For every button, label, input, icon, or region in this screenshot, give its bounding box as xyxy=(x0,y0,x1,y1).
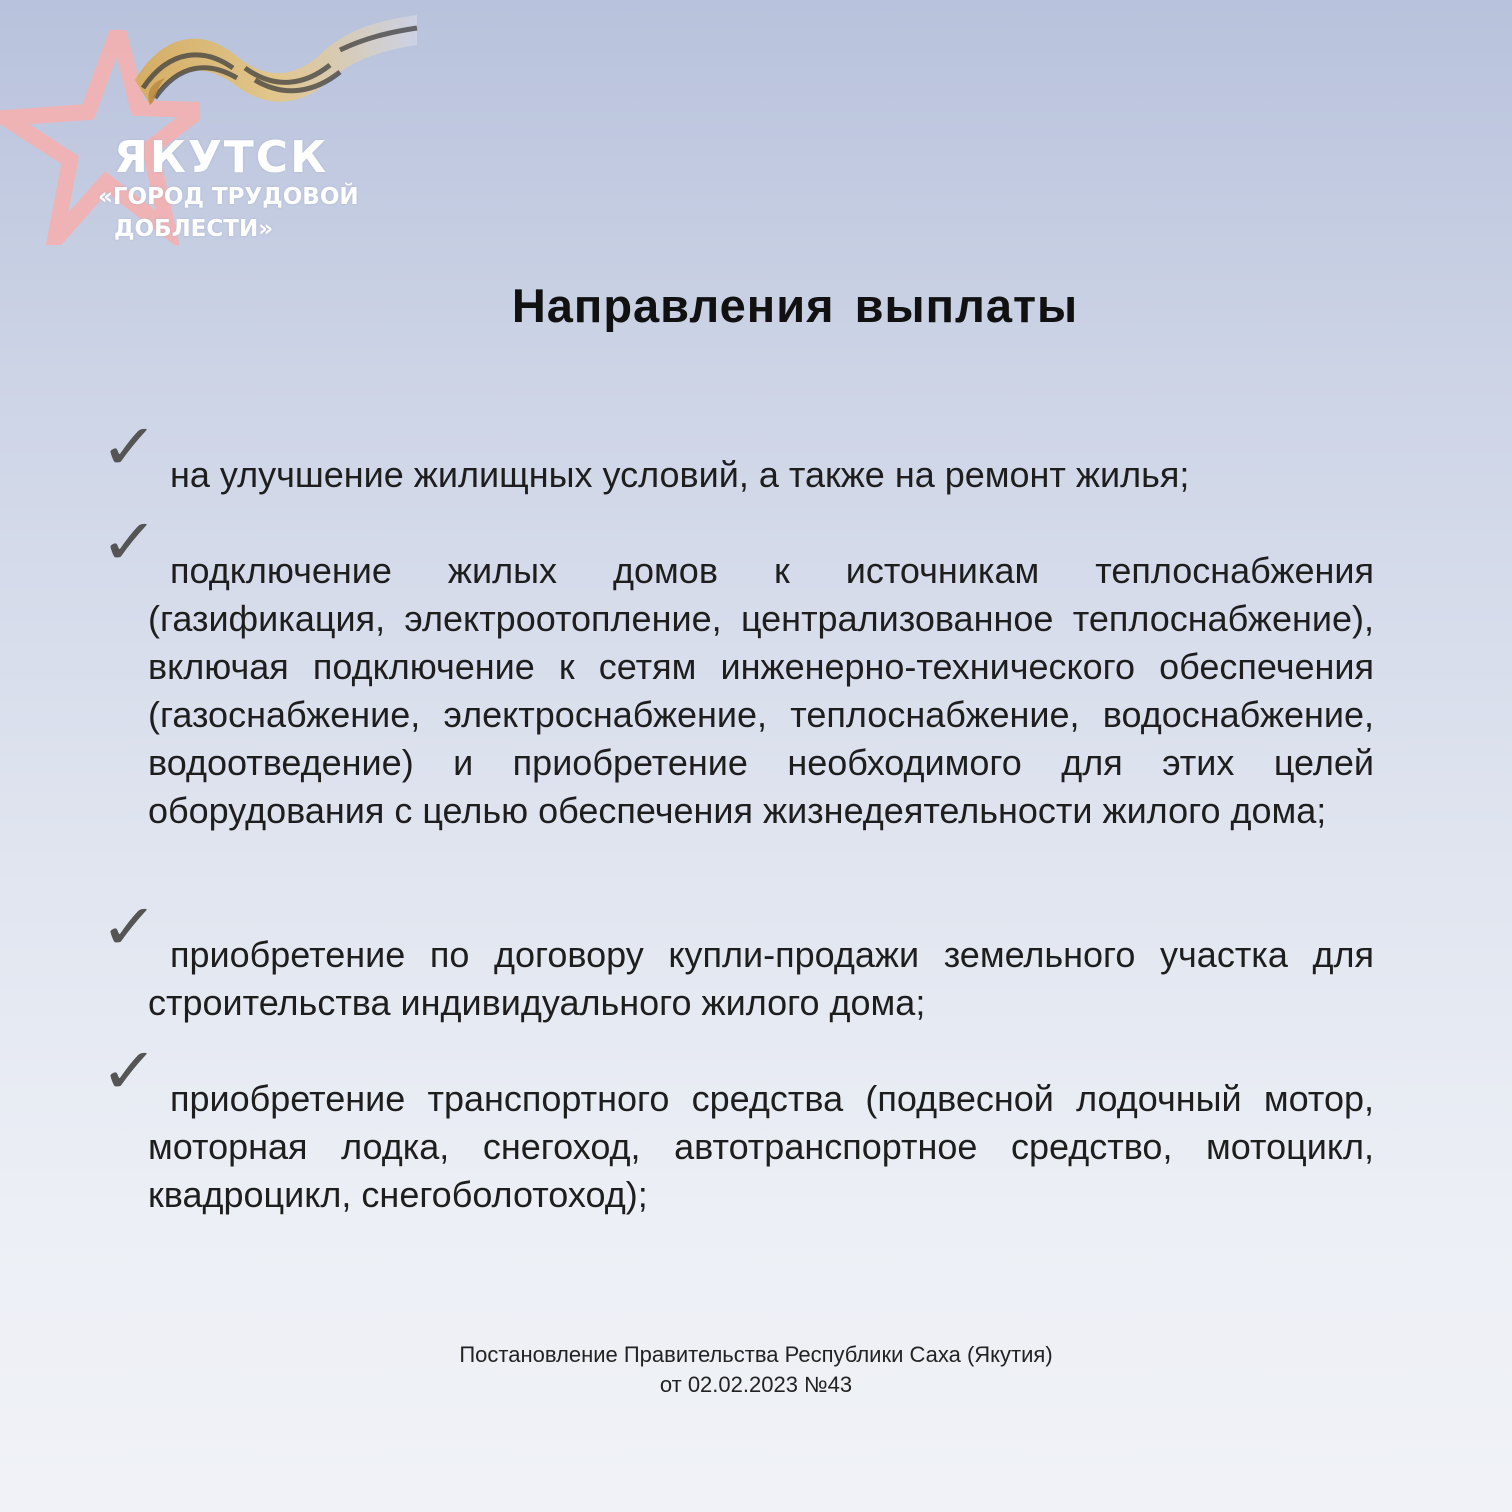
list-item-text: подключение жилых домов к источникам теплоснабжения (газификация, электроотопление, централизованное теплоснабжение), включая подключение к сетям инженерно-технического обеспечения (газоснабжение, электроснабжение, теплоснабжение, водоснабжение, водоотведение) и приобретение необходимого для этих целей оборудования с целью обеспечения жизнедеятельности жилого дома; xyxy=(148,550,1374,831)
footer-line2: от 02.02.2023 №43 xyxy=(659,1372,853,1397)
check-icon: ✓ xyxy=(100,505,159,579)
footer-citation xyxy=(0,1340,1512,1400)
check-icon: ✓ xyxy=(100,890,159,964)
logo-city: ЯКУТСК xyxy=(114,132,329,183)
ribbon-icon xyxy=(125,10,420,120)
list-item xyxy=(148,1075,1374,1219)
list-item-text: на улучшение жилищных условий, а также на ремонт жилья; xyxy=(170,454,1190,495)
logo xyxy=(0,0,430,260)
page-title: Направления выплаты xyxy=(511,279,1079,332)
check-icon: ✓ xyxy=(100,1034,159,1108)
list-item xyxy=(148,547,1374,835)
logo-slogan-line2: ДОБЛЕСТИ» xyxy=(114,216,274,242)
check-icon: ✓ xyxy=(100,410,159,484)
logo-slogan-line1: «ГОРОД ТРУДОВОЙ xyxy=(98,184,359,210)
list-item xyxy=(148,451,1374,499)
list-item xyxy=(148,931,1374,1027)
footer-line1: Постановление Правительства Республики Саха (Якутия) xyxy=(459,1342,1053,1367)
list-item-text: приобретение транспортного средства (подвесной лодочный мотор, моторная лодка, снегоход, автотранспортное средство, мотоцикл, квадроцикл, снегоболотоход); xyxy=(148,1078,1374,1215)
list-item-text: приобретение по договору купли-продажи земельного участка для строительства индивидуального жилого дома; xyxy=(148,934,1374,1023)
